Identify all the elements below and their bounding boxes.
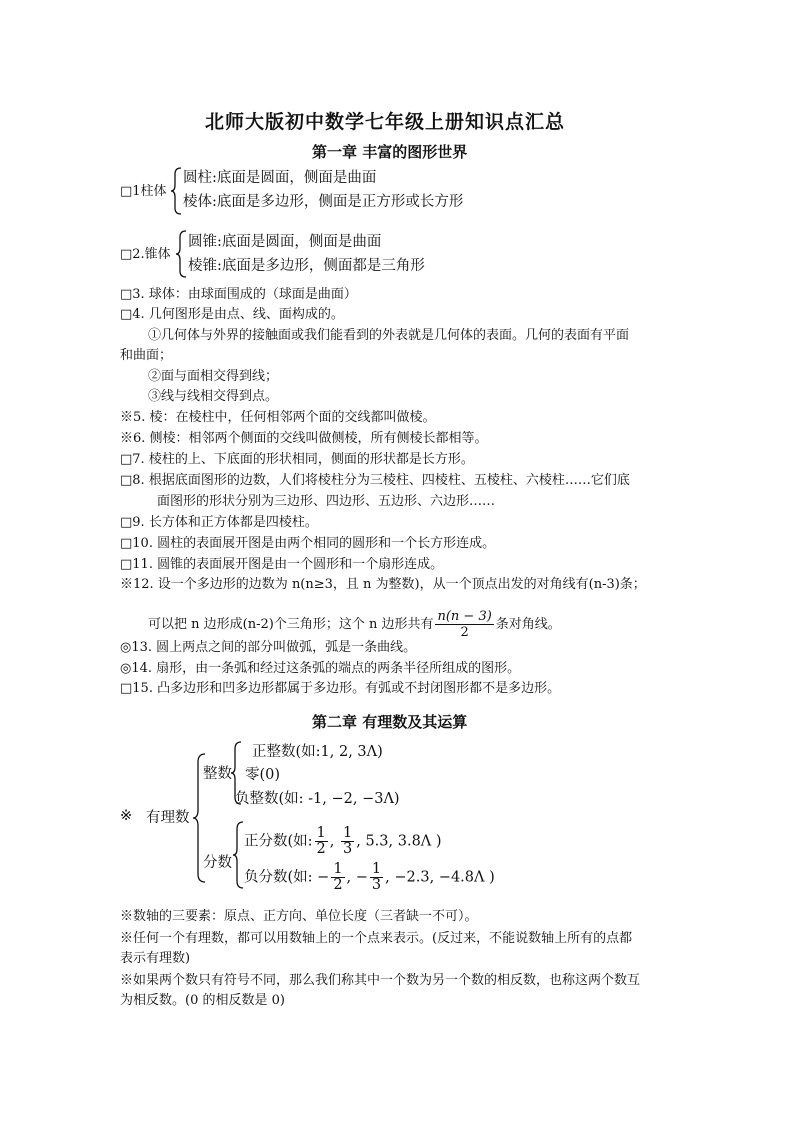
item-8-cont: 面图形的形状分别为三边形、四边形、五边形、六边形……: [157, 494, 496, 509]
fraction-denominator: 3: [371, 877, 382, 893]
fraction-denominator: 2: [316, 841, 326, 857]
rational-mark: ※: [120, 808, 133, 824]
item-13: ◎13. 圆上两点之间的部分叫做弧，弧是一条曲线。: [120, 640, 417, 655]
minus-sign: −: [355, 869, 368, 886]
fraction-label: 分数: [203, 855, 232, 871]
note-rational-point-cont: 表示有理数): [120, 951, 191, 966]
item-12-line2: [148, 609, 561, 640]
fraction-numerator: 1: [316, 825, 326, 841]
note-opposite-cont: 为相反数。(0 的相反数是 0): [120, 993, 285, 1008]
cone-brace: [175, 229, 187, 279]
item-10: □10. 圆柱的表面展开图是由两个相同的圆形和一个长方形连成。: [120, 536, 496, 551]
note-number-line: ※数轴的三要素：原点、正方向、单位长度（三者缺一不可）。: [120, 909, 478, 924]
positive-fraction-prefix: 正分数(如:: [244, 833, 313, 850]
comma: ,: [356, 833, 361, 850]
comma: ,: [346, 869, 352, 886]
item-12-line2-a: 可以把 n 边形成(n-2)个三角形；这个 n 边形共有: [148, 617, 434, 632]
fraction-one-half: [315, 826, 328, 857]
fraction-numerator: 1: [371, 861, 382, 877]
item-4-sub-2: ②面与面相交得到线；: [148, 369, 279, 384]
document-title: 北师大版初中数学七年级上册知识点汇总: [205, 111, 566, 133]
item-4: □4. 几何图形是由点、线、面构成的。: [120, 307, 344, 322]
comma: ,: [385, 869, 390, 886]
negative-fraction-prefix: 负分数(如: −: [244, 869, 330, 886]
item-8: □8. 根据底面图形的边数，人们将棱柱分为三棱柱、四棱柱、五棱柱、六棱柱……它们底: [120, 473, 630, 488]
diagonal-fraction-numerator: n(n − 3): [437, 609, 492, 624]
item-14: ◎14. 扇形，由一条弧和经过这条弧的端点的两条半径所组成的图形。: [120, 661, 521, 676]
rational-label: 有理数: [146, 810, 190, 826]
item-15: □15. 凸多边形和凹多边形都属于多边形。有弧或不封闭图形都不是多边形。: [120, 681, 561, 696]
item-4-sub-1: ①几何体与外界的接触面或我们能看到的外表就是几何体的表面。几何的表面有平面: [148, 328, 630, 343]
item-11: □11. 圆锥的表面展开图是由一个圆形和一个扇形连成。: [120, 557, 444, 572]
fraction-one-third: [370, 862, 383, 893]
diagonal-fraction-denominator: 2: [460, 625, 469, 640]
prism-item: 棱体:底面是多边形，侧面是正方形或长方形: [183, 194, 464, 210]
chapter-1-heading: 第一章 丰富的图形世界: [312, 143, 468, 161]
cone-item: 圆锥:底面是圆面，侧面是曲面: [188, 234, 382, 250]
fraction-brace: [232, 820, 244, 890]
diagonal-fraction: [435, 609, 493, 640]
item-6: ※6. 侧棱：相邻两个侧面的交线叫做侧棱，所有侧棱长都相等。: [120, 431, 488, 446]
fraction-one-half: [331, 862, 344, 893]
zero: 零(0): [245, 767, 281, 783]
negative-integer: 负整数(如: -1, −2, −3Λ): [235, 791, 400, 807]
item-4-sub-3: ③线与线相交得到点。: [148, 389, 279, 404]
fraction-numerator: 1: [333, 861, 343, 877]
prism-brace: [170, 166, 182, 216]
note-rational-point: ※任何一个有理数，都可以用数轴上的一个点来表示。(反过来，不能说数轴上所有的点都: [120, 931, 633, 946]
item-7: □7. 棱柱的上、下底面的形状相同，侧面的形状都是长方形。: [120, 452, 474, 467]
negative-fraction-rest: −2.3, −4.8Λ ): [394, 869, 495, 886]
item-9: □9. 长方体和正方体都是四棱柱。: [120, 515, 318, 530]
integer-label: 整数: [203, 766, 232, 782]
item-5: ※5. 棱：在棱柱中，任何相邻两个面的交线都叫做棱。: [120, 410, 436, 425]
positive-fraction-rest: 5.3, 3.8Λ ): [365, 833, 442, 850]
note-opposite: ※如果两个数只有符号不同，那么我们称其中一个数为另一个数的相反数，也称这两个数互: [120, 973, 641, 988]
fraction-denominator: 2: [333, 877, 343, 893]
cone-label: □2.锥体: [120, 247, 171, 262]
positive-fraction: [244, 826, 442, 857]
prism-label: □1柱体: [120, 184, 167, 199]
item-4-sub-1-cont: 和曲面；: [120, 348, 173, 363]
comma: ,: [329, 833, 335, 850]
item-3: □3. 球体：由球面围成的（球面是曲面）: [120, 287, 357, 302]
item-12: ※12. 设一个多边形的边数为 n(n≥3，且 n 为整数)，从一个顶点出发的对角线有(n-3)条；: [120, 577, 646, 592]
item-12-line2-b: 条对角线。: [495, 617, 561, 632]
pyramid-item: 棱锥:底面是多边形，侧面都是三角形: [188, 258, 425, 274]
fraction-one-third: [341, 826, 354, 857]
chapter-2-heading: 第二章 有理数及其运算: [312, 713, 468, 731]
cylinder-item: 圆柱:底面是圆面，侧面是曲面: [183, 170, 377, 186]
fraction-numerator: 1: [343, 825, 353, 841]
fraction-denominator: 3: [343, 841, 353, 857]
positive-integer: 正整数(如:1, 2, 3Λ): [252, 744, 383, 760]
negative-fraction: [244, 862, 495, 893]
